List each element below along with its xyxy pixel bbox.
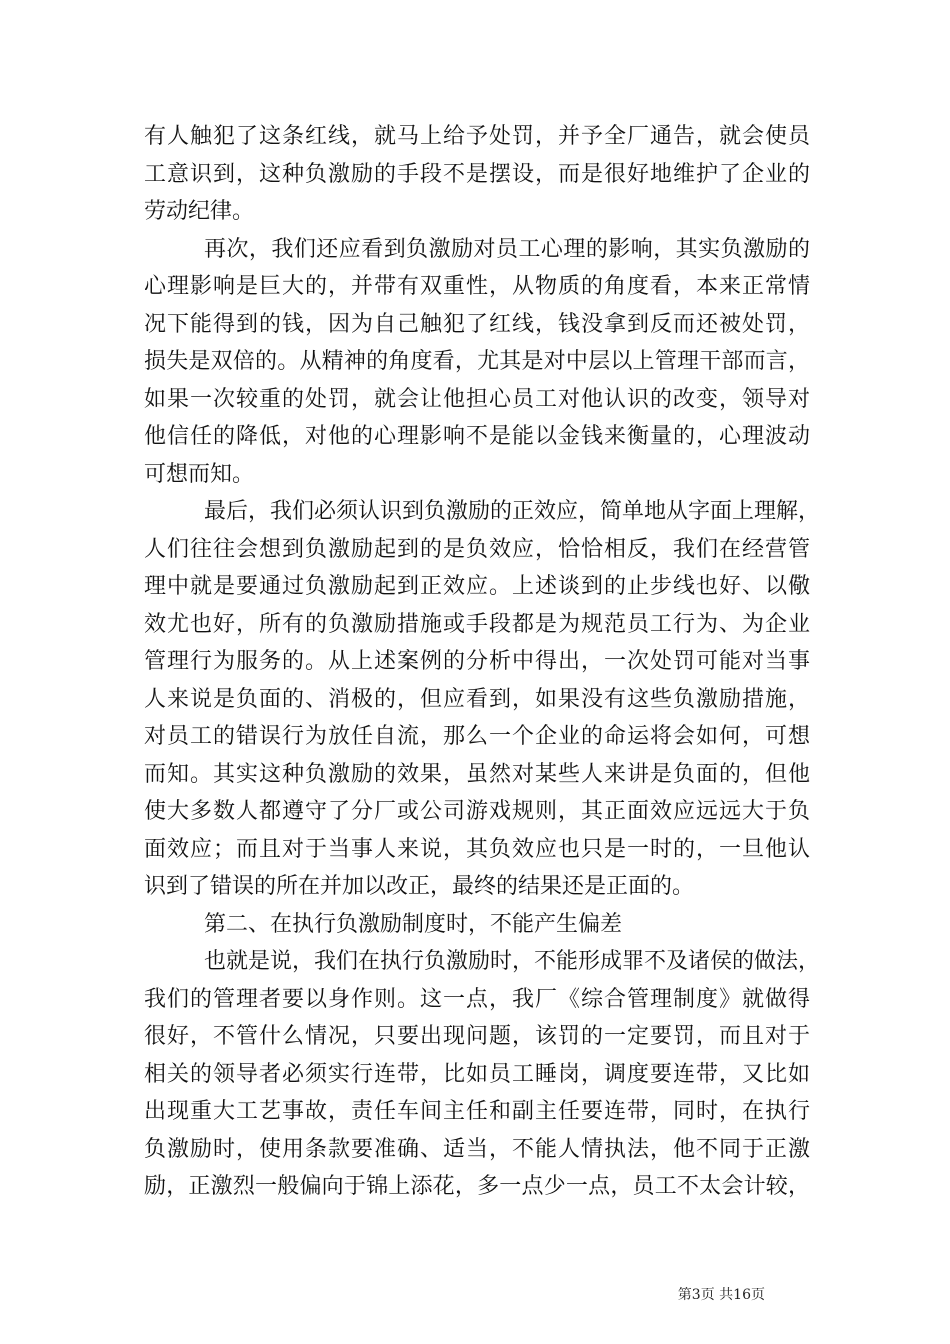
total-page-number: 16 <box>733 1287 751 1303</box>
text-line: 励，正激烈一般偏向于锦上添花，多一点少一点，员工不太会计较， <box>144 1174 810 1199</box>
text-line: 我们的管理者要以身作则。这一点，我厂《综合管理制度》就做得 <box>144 986 810 1012</box>
footer-prefix: 第 <box>677 1287 692 1303</box>
text-line: 面效应；而且对于当事人来说，其负效应也只是一时的，一旦他认 <box>144 836 810 862</box>
text-line: 工意识到，这种负激励的手段不是摆设，而是很好地维护了企业的 <box>144 161 810 187</box>
page-number-footer <box>0 1284 765 1304</box>
paragraph-first-line: 最后，我们必须认识到负激励的正效应，简单地从字面上理解， <box>204 499 821 524</box>
footer-suffix: 页 <box>751 1287 765 1303</box>
text-line: 况下能得到的钱，因为自己触犯了红线，钱没拿到反而还被处罚， <box>144 311 810 337</box>
text-line: 出现重大工艺事故，责任车间主任和副主任要连带，同时，在执行 <box>144 1099 810 1124</box>
text-line: 人们往往会想到负激励起到的是负效应，恰恰相反，我们在经营管 <box>144 536 810 562</box>
paragraph-first-line: 再次，我们还应看到负激励对员工心理的影响，其实负激励的 <box>204 236 810 262</box>
text-line: 使大多数人都遵守了分厂或公司游戏规则，其正面效应远远大于负 <box>144 799 810 824</box>
footer-middle: 页 共 <box>700 1287 734 1303</box>
text-line: 相关的领导者必须实行连带，比如员工睡岗，调度要连带，又比如 <box>144 1061 810 1087</box>
text-line: 管理行为服务的。从上述案例的分析中得出，一次处罚可能对当事 <box>144 649 810 674</box>
text-line: 损失是双倍的。从精神的角度看，尤其是对中层以上管理干部而言， <box>144 349 810 374</box>
section-heading: 第二、在执行负激励制度时，不能产生偏差 <box>204 911 623 937</box>
text-line: 可想而知。 <box>144 461 255 487</box>
text-line: 如果一次较重的处罚，就会让他担心员工对他认识的改变，领导对 <box>144 386 810 412</box>
paragraph-first-line: 也就是说，我们在执行负激励时，不能形成罪不及诸侯的做法， <box>204 949 821 974</box>
current-page-number: 3 <box>691 1287 701 1303</box>
text-line: 劳动纪律。 <box>144 199 255 224</box>
text-line: 人来说是负面的、消极的，但应看到，如果没有这些负激励措施， <box>144 686 810 712</box>
text-line: 负激励时，使用条款要准确、适当，不能人情执法，他不同于正激 <box>144 1136 810 1162</box>
text-line: 他信任的降低，对他的心理影响不是能以金钱来衡量的，心理波动 <box>144 424 810 449</box>
document-body <box>144 118 821 1206</box>
text-line: 理中就是要通过负激励起到正效应。上述谈到的止步线也好、以儆 <box>144 574 810 599</box>
text-line: 有人触犯了这条红线，就马上给予处罚，并予全厂通告，就会使员 <box>144 124 810 149</box>
text-line: 心理影响是巨大的，并带有双重性，从物质的角度看，本来正常情 <box>144 274 810 299</box>
text-line: 对员工的错误行为放任自流，那么一个企业的命运将会如何，可想 <box>144 724 810 749</box>
text-line: 效尤也好，所有的负激励措施或手段都是为规范员工行为、为企业 <box>144 611 810 637</box>
text-line: 识到了错误的所在并加以改正，最终的结果还是正面的。 <box>144 874 695 899</box>
text-line: 很好，不管什么情况，只要出现问题，该罚的一定要罚，而且对于 <box>144 1024 810 1049</box>
text-line: 而知。其实这种负激励的效果，虽然对某些人来讲是负面的，但他 <box>144 761 810 787</box>
